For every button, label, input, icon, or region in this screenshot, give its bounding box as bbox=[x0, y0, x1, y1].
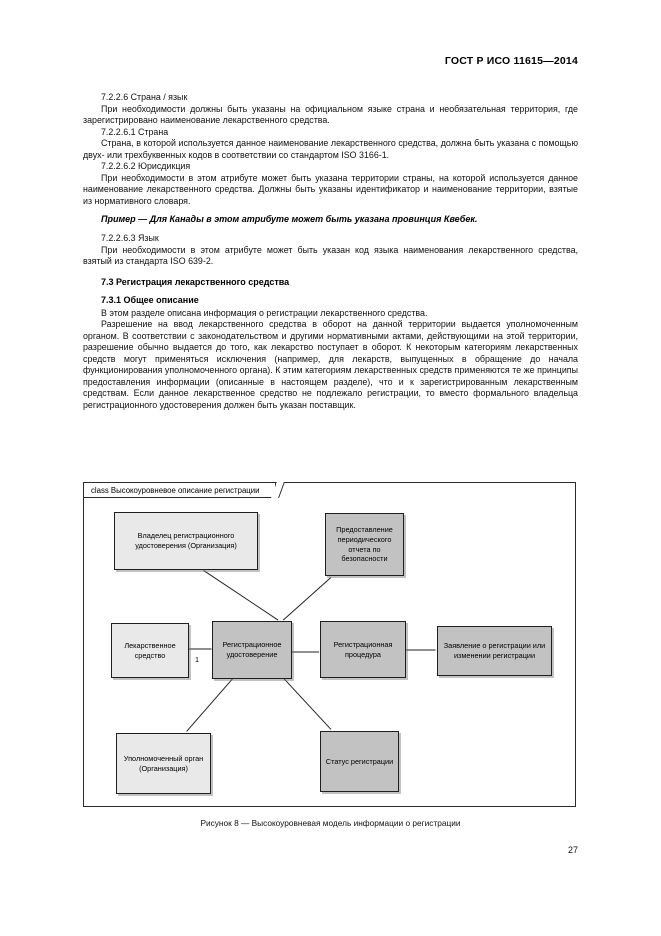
figure-8 bbox=[83, 482, 578, 807]
para-7-2-2-6-2: При необходимости в этом атрибуте может быть указана территории страны, на которой используется данное наименование лекарственного средства. Должны быть указаны идентификатор и наименование территории, взятые из нормативного словаря. bbox=[83, 172, 578, 206]
diagram-node-holder bbox=[114, 512, 258, 570]
diagram-node-status bbox=[320, 731, 399, 792]
diagram-edge-ma_authority bbox=[187, 678, 234, 732]
diagram-node-label: Регистрационная процедура bbox=[333, 639, 393, 659]
heading-7-2-2-6-3: 7.2.2.6.3 Язык bbox=[101, 233, 159, 244]
diagram-node-product bbox=[111, 623, 189, 678]
uml-class-diagram-frame bbox=[83, 482, 576, 807]
heading-7-3: 7.3 Регистрация лекарственного средства bbox=[101, 276, 290, 287]
diagram-node-label: Предоставление периодического отчета по безопасности bbox=[336, 525, 393, 564]
diagram-edge-multiplicity-label: 1 bbox=[195, 655, 199, 664]
diagram-node-label: Уполномоченный орган (Организация) bbox=[123, 753, 204, 773]
diagram-node-label: Лекарственное средство bbox=[124, 640, 176, 660]
para-7-3-1-intro: В этом разделе описана информация о регистрации лекарственного средства. bbox=[101, 307, 428, 318]
heading-7-2-2-6: 7.2.2.6 Страна / язык bbox=[101, 92, 188, 102]
heading-7-2-2-6-1: 7.2.2.6.1 Страна bbox=[101, 126, 169, 137]
diagram-node-applic bbox=[437, 626, 552, 676]
diagram-node-authority bbox=[116, 733, 211, 794]
diagram-node-label: Статус регистрации bbox=[325, 756, 394, 766]
diagram-node-procedure bbox=[320, 621, 406, 678]
example-note: Пример — Для Канады в этом атрибуте может быть указана провинция Квебек. bbox=[101, 214, 478, 225]
diagram-edge-ma_holder bbox=[204, 570, 279, 620]
page-number: 27 bbox=[567, 845, 578, 855]
diagram-node-label: Владелец регистрационного удостоверения (Организация) bbox=[135, 531, 237, 550]
body-text-column bbox=[83, 92, 578, 412]
para-7-2-2-6: При необходимости должны быть указаны на официальном языке страна и необязательная территория, где зарегистрировано наименование лекарственного средства. bbox=[83, 103, 578, 126]
heading-7-3-1: 7.3.1 Общее описание bbox=[101, 295, 199, 306]
diagram-title-tab: class Высокоуровневое описание регистрации bbox=[84, 483, 276, 498]
para-7-2-2-6-3: При необходимости в этом атрибуте может быть указан код языка наименования лекарственного средства, взятый из стандарта ISO 639-2. bbox=[83, 244, 578, 267]
diagram-node-label: Регистрационное удостоверение bbox=[222, 640, 282, 659]
running-head-standard-ref: ГОСТ Р ИСО 11615—2014 bbox=[444, 55, 578, 67]
heading-7-2-2-6-2: 7.2.2.6.2 Юрисдикция bbox=[101, 161, 191, 172]
figure-caption: Рисунок 8 — Высокоуровневая модель информации о регистрации bbox=[200, 818, 461, 828]
diagram-edge-ma_status bbox=[283, 678, 331, 730]
diagram-node-label: Заявление о регистрации или изменении регистрации bbox=[443, 641, 546, 660]
para-7-2-2-6-1: Страна, в которой используется данное наименование лекарственного средства, должна быть указана с помощью двух- или трехбуквенных кодов в соответствии со стандартом ISO 3166-1. bbox=[83, 138, 578, 160]
diagram-node-ma bbox=[212, 621, 292, 679]
para-7-3-1-main: Разрешение на ввод лекарственного средства в оборот на данной территории выдается уполномоченным органом. В соответствии с законодательством и другими нормативными актами, действующими на этой территории, разрешение обычно выдается до того, как лекарство поступает в оборот. К некоторым категориям лекарственных средств могут применяться исключения (например, для лекарств, выпущенных в обращение до начала функционирования уполномоченного органа). К этим категориям лекарственных средств применяются те же принципы предоставления информации (описанные в настоящем разделе), что и к зарегистрированным лекарственным средствам. Если данное лекарственное средство не подлежало регистрации, то вместо формального владельца регистрационного удостоверения должен быть указан поставщик. bbox=[83, 319, 578, 411]
diagram-node-psur bbox=[325, 513, 404, 576]
diagram-edge-ma_psur bbox=[283, 577, 331, 620]
